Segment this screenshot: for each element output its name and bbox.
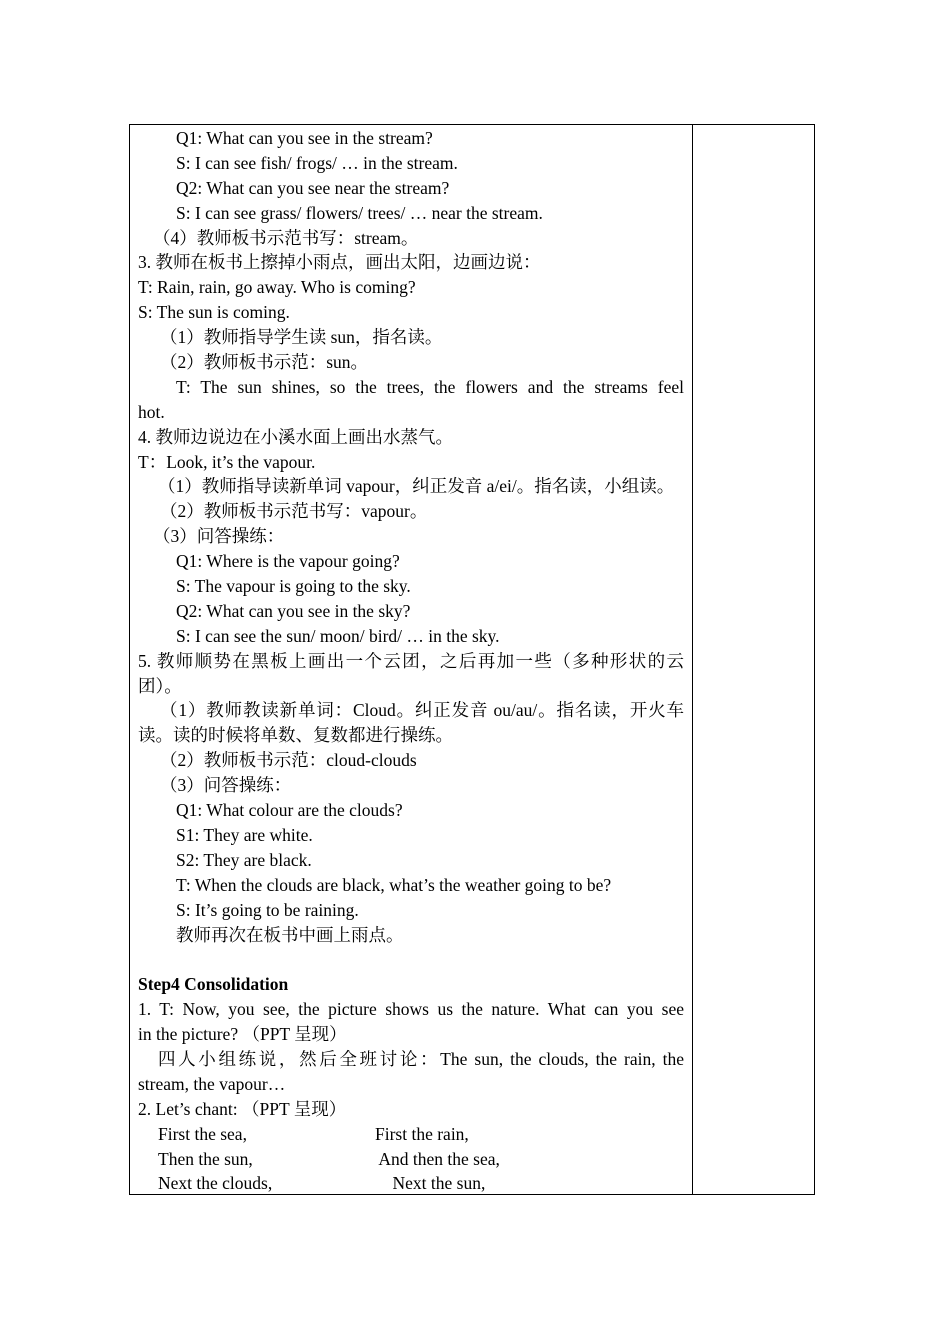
- chant-right-text: Next the sun,: [375, 1173, 486, 1194]
- text-line: S: The sun is coming.: [138, 302, 290, 323]
- chant-row: [138, 1122, 684, 1147]
- text-line: （3）问答操练：: [160, 775, 292, 796]
- text-line: S: The vapour is going to the sky.: [176, 576, 411, 597]
- chant-left-text: First the sea,: [158, 1123, 247, 1144]
- text-line: （3）问答操练：: [153, 526, 285, 547]
- lesson-content: [138, 126, 684, 1196]
- chant-row: [138, 1171, 684, 1196]
- text-line: S1: They are white.: [176, 824, 313, 845]
- text-line: 3. 教师在板书上擦掉小雨点，画出太阳，边画边说：: [138, 252, 541, 273]
- text-line: Q1: Where is the vapour going?: [176, 551, 400, 572]
- text-line: 1. T: Now, you see, the picture shows us the nature. What can you see: [138, 999, 684, 1020]
- text-line: S: I can see the sun/ moon/ bird/ … in the sky.: [176, 625, 500, 646]
- text-line: 读。读的时候将单数、复数都进行操练。: [138, 725, 453, 746]
- text-line: T：Look, it’s the vapour.: [138, 451, 316, 472]
- chant-right-text: First the rain,: [375, 1123, 469, 1144]
- text-line: 四人小组练说，然后全班讨论：The sun, the clouds, the rain, the: [158, 1048, 684, 1069]
- text-line: hot.: [138, 401, 165, 422]
- text-line: S: I can see grass/ flowers/ trees/ … near the stream.: [176, 202, 543, 223]
- text-line: （2）教师板书示范书写：vapour。: [160, 501, 428, 522]
- text-line: （1）教师指导学生读 sun，指名读。: [160, 327, 443, 348]
- text-line: in the picture? （PPT 呈现）: [138, 1024, 347, 1045]
- text-line: Q2: What can you see in the sky?: [176, 600, 411, 621]
- text-line: （2）教师板书示范：cloud-clouds: [160, 750, 417, 771]
- chant-right-text: And then the sea,: [375, 1148, 500, 1169]
- text-line: T: When the clouds are black, what’s the weather going to be?: [176, 874, 612, 895]
- text-line: 5. 教师顺势在黑板上画出一个云团，之后再加一些（多种形状的云: [138, 650, 684, 671]
- text-line: 团）。: [138, 675, 182, 696]
- text-line: Q1: What can you see in the stream?: [176, 128, 433, 148]
- text-line: （4）教师板书示范书写：stream。: [153, 227, 419, 248]
- text-line: S: I can see fish/ frogs/ … in the stream.: [176, 152, 458, 173]
- text-line: （1）教师教读新单词：Cloud。纠正发音 ou/au/。指名读，开火车: [160, 700, 684, 721]
- text-line: 4. 教师边说边在小溪水面上画出水蒸气。: [138, 426, 453, 447]
- text-line: T: The sun shines, so the trees, the flowers and the streams feel: [176, 376, 684, 397]
- text-line: Step4 Consolidation: [138, 974, 289, 995]
- lesson-table: [129, 124, 815, 1195]
- text-line: 教师再次在板书中画上雨点。: [176, 924, 404, 945]
- text-line: S2: They are black.: [176, 849, 312, 870]
- text-line: stream, the vapour…: [138, 1073, 286, 1094]
- text-line: S: It’s going to be raining.: [176, 899, 359, 920]
- text-line: （1）教师指导读新单词 vapour，纠正发音 a/ei/。指名读，小组读。: [158, 476, 675, 497]
- text-line: T: Rain, rain, go away. Who is coming?: [138, 277, 416, 298]
- text-line: [138, 947, 684, 972]
- chant-left-text: Next the clouds,: [158, 1173, 273, 1194]
- text-line: Q2: What can you see near the stream?: [176, 177, 450, 198]
- text-line: （2）教师板书示范：sun。: [160, 352, 369, 373]
- chant-left-text: Then the sun,: [158, 1148, 253, 1169]
- text-line: 2. Let’s chant: （PPT 呈现）: [138, 1098, 347, 1119]
- text-line: Q1: What colour are the clouds?: [176, 800, 403, 821]
- chant-row: [138, 1147, 684, 1172]
- column-divider: [692, 125, 693, 1194]
